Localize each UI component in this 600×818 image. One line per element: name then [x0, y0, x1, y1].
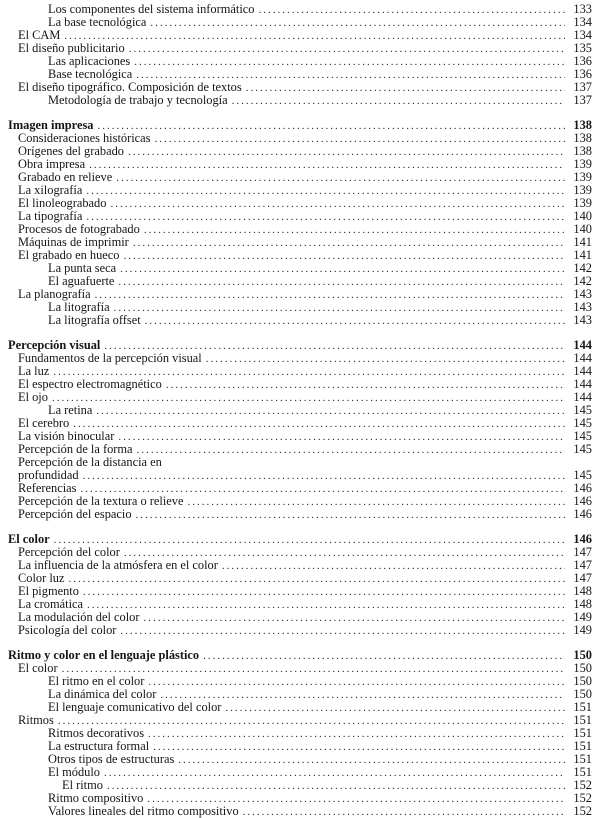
dot-leader — [68, 573, 565, 585]
page-number: 145 — [573, 417, 592, 430]
page-number: 139 — [573, 184, 592, 197]
toc-entry — [8, 145, 592, 158]
toc-entry — [8, 132, 592, 145]
toc-entry — [8, 585, 592, 598]
toc-entry — [8, 495, 592, 508]
dot-leader — [62, 663, 565, 675]
page-number: 138 — [573, 119, 592, 132]
entry-label: Referencias — [18, 482, 77, 495]
toc-entry — [8, 572, 592, 585]
toc-entry — [8, 171, 592, 184]
entry-label: El cerebro — [18, 417, 70, 430]
toc-entry — [8, 404, 592, 417]
dot-leader — [150, 17, 565, 29]
entry-label: La luz — [18, 365, 50, 378]
entry-label: Base tecnológica — [48, 68, 133, 81]
entry-label: Percepción de la forma — [18, 443, 133, 456]
toc-entry — [8, 624, 592, 637]
dot-leader — [246, 82, 565, 94]
entry-label: El ritmo — [62, 779, 103, 792]
entry-label: El lenguaje comunicativo del color — [48, 701, 222, 714]
entry-label: La influencia de la atmósfera en el color — [18, 559, 218, 572]
dot-leader — [53, 366, 565, 378]
entry-label: Consideraciones históricas — [18, 132, 151, 145]
toc-entry — [8, 662, 592, 675]
entry-label: Máquinas de imprimir — [18, 236, 129, 249]
entry-label: La litografía — [48, 301, 110, 314]
dot-leader — [86, 211, 565, 223]
toc-entry — [8, 68, 592, 81]
page-number: 146 — [573, 482, 592, 495]
toc-section — [8, 339, 592, 521]
dot-leader — [124, 250, 566, 262]
entry-label: Las aplicaciones — [48, 55, 131, 68]
dot-leader — [97, 120, 565, 132]
page-number: 142 — [573, 262, 592, 275]
dot-leader — [128, 146, 565, 158]
toc-entry — [8, 482, 592, 495]
entry-label: El módulo — [48, 766, 100, 779]
page-number: 145 — [573, 443, 592, 456]
dot-leader — [83, 470, 565, 482]
page-number: 152 — [573, 792, 592, 805]
toc-entry — [8, 314, 592, 327]
dot-leader — [187, 496, 565, 508]
toc-page — [8, 3, 592, 818]
entry-label: Grabado en relieve — [18, 171, 113, 184]
entry-label: La base tecnológica — [48, 16, 147, 29]
dot-leader — [136, 509, 565, 521]
entry-label: El ritmo en el color — [48, 675, 145, 688]
toc-entry — [8, 417, 592, 430]
entry-label: La tipografía — [18, 210, 83, 223]
dot-leader — [124, 547, 565, 559]
page-number: 138 — [573, 145, 592, 158]
page-number: 150 — [573, 675, 592, 688]
entry-label: El diseño publicitario — [18, 42, 125, 55]
entry-label: Otros tipos de estructuras — [48, 753, 175, 766]
dot-leader — [206, 353, 565, 365]
page-number: 134 — [573, 16, 592, 29]
toc-entry — [8, 29, 592, 42]
entry-label: Orígenes del grabado — [18, 145, 124, 158]
dot-leader — [95, 289, 565, 301]
toc-entry — [8, 727, 592, 740]
dot-leader — [107, 780, 565, 792]
entry-label: Percepción del color — [18, 546, 120, 559]
dot-leader — [114, 302, 565, 314]
page-number: 141 — [573, 249, 592, 262]
dot-leader — [120, 263, 565, 275]
entry-label: El color — [18, 662, 58, 675]
toc-entry — [8, 701, 592, 714]
page-number: 139 — [573, 197, 592, 210]
toc-entry — [8, 378, 592, 391]
entry-label: El ojo — [18, 391, 48, 404]
entry-label: Procesos de fotograbado — [18, 223, 140, 236]
toc-entry — [8, 365, 592, 378]
toc-section — [8, 533, 592, 637]
page-number: 137 — [573, 94, 592, 107]
page-number: 148 — [573, 585, 592, 598]
entry-label: Color luz — [18, 572, 65, 585]
page-number: 135 — [573, 42, 592, 55]
toc-entry — [8, 288, 592, 301]
toc-entry — [8, 688, 592, 701]
toc-entry — [8, 753, 592, 766]
entry-label: El diseño tipográfico. Composición de textos — [18, 81, 242, 94]
toc-section — [8, 119, 592, 327]
toc-entry — [8, 456, 592, 469]
dot-leader — [153, 741, 565, 753]
page-number: 144 — [573, 365, 592, 378]
page-number: 143 — [573, 301, 592, 314]
toc-entry — [8, 16, 592, 29]
entry-label: La litografía offset — [48, 314, 141, 327]
page-number: 149 — [573, 624, 592, 637]
toc-entry — [8, 339, 592, 352]
entry-label: Percepción del espacio — [18, 508, 132, 521]
page-number: 140 — [573, 210, 592, 223]
entry-label: La retina — [48, 404, 93, 417]
dot-leader — [129, 43, 565, 55]
toc-entry — [8, 443, 592, 456]
toc-entry — [8, 508, 592, 521]
toc-entry — [8, 55, 592, 68]
dot-leader — [104, 340, 565, 352]
page-number: 151 — [573, 714, 592, 727]
toc-entry — [8, 236, 592, 249]
page-number: 151 — [573, 727, 592, 740]
toc-entry — [8, 42, 592, 55]
page-number: 144 — [573, 339, 592, 352]
dot-leader — [80, 483, 565, 495]
entry-label: Ritmo compositivo — [48, 792, 144, 805]
entry-label: La cromática — [18, 598, 84, 611]
page-number: 144 — [573, 391, 592, 404]
toc-entry — [8, 158, 592, 171]
page-number: 145 — [573, 430, 592, 443]
entry-label: Ritmos — [18, 714, 54, 727]
entry-label: La dinámica del color — [48, 688, 157, 701]
dot-leader — [145, 315, 565, 327]
dot-leader — [203, 650, 565, 662]
page-number: 146 — [573, 533, 592, 546]
page-number: 136 — [573, 68, 592, 81]
entry-label: La modulación del color — [18, 611, 140, 624]
dot-leader — [160, 689, 565, 701]
page-number: 139 — [573, 171, 592, 184]
dot-leader — [143, 612, 565, 624]
entry-label: La estructura formal — [48, 740, 150, 753]
page-number: 143 — [573, 314, 592, 327]
dot-leader — [148, 728, 565, 740]
page-number: 151 — [573, 753, 592, 766]
toc-entry — [8, 249, 592, 262]
entry-label: Percepción visual — [8, 339, 101, 352]
toc-entry — [8, 210, 592, 223]
entry-label: Ritmo y color en el lenguaje plástico — [8, 649, 200, 662]
dot-leader — [225, 702, 565, 714]
page-number: 147 — [573, 546, 592, 559]
entry-label: Percepción de la distancia en — [18, 456, 162, 469]
entry-label: Valores lineales del ritmo compositivo — [48, 805, 239, 818]
page-number: 147 — [573, 572, 592, 585]
page-number: 152 — [573, 805, 592, 818]
toc-entry — [8, 546, 592, 559]
page-number: 136 — [573, 55, 592, 68]
dot-leader — [166, 379, 565, 391]
entry-label: La visión binocular — [18, 430, 115, 443]
page-number: 152 — [573, 779, 592, 792]
toc-entry — [8, 3, 592, 16]
entry-label: El espectro electromagnético — [18, 378, 162, 391]
dot-leader — [144, 224, 565, 236]
toc-entry — [8, 792, 592, 805]
page-number: 134 — [573, 29, 592, 42]
page-number: 145 — [573, 404, 592, 417]
page-number: 150 — [573, 662, 592, 675]
page-number: 141 — [573, 236, 592, 249]
dot-leader — [147, 793, 565, 805]
toc-entry — [8, 275, 592, 288]
page-number: 142 — [573, 275, 592, 288]
toc-entry — [8, 430, 592, 443]
dot-leader — [89, 159, 565, 171]
toc-entry — [8, 119, 592, 132]
page-number: 140 — [573, 223, 592, 236]
toc-entry — [8, 740, 592, 753]
toc-entry — [8, 223, 592, 236]
page-number: 137 — [573, 81, 592, 94]
page-number: 144 — [573, 378, 592, 391]
dot-leader — [178, 754, 565, 766]
dot-leader — [118, 276, 565, 288]
toc-section — [8, 3, 592, 107]
dot-leader — [120, 625, 565, 637]
dot-leader — [136, 69, 565, 81]
toc-entry — [8, 262, 592, 275]
toc-entry — [8, 766, 592, 779]
page-number: 151 — [573, 766, 592, 779]
dot-leader — [73, 418, 565, 430]
dot-leader — [148, 676, 565, 688]
dot-leader — [104, 767, 565, 779]
page-number: 144 — [573, 352, 592, 365]
dot-leader — [58, 715, 565, 727]
entry-label: Fundamentos de la percepción visual — [18, 352, 202, 365]
page-number: 139 — [573, 158, 592, 171]
dot-leader — [87, 599, 565, 611]
dot-leader — [133, 237, 565, 249]
dot-leader — [243, 806, 565, 818]
entry-label: Percepción de la textura o relieve — [18, 495, 184, 508]
dot-leader — [222, 560, 565, 572]
entry-label: Metodología de trabajo y tecnología — [48, 94, 228, 107]
page-number: 133 — [573, 3, 592, 16]
toc-entry — [8, 598, 592, 611]
dot-leader — [232, 95, 565, 107]
toc-entry — [8, 391, 592, 404]
page-number: 150 — [573, 688, 592, 701]
toc-entry — [8, 469, 592, 482]
entry-label: Obra impresa — [18, 158, 86, 171]
dot-leader — [54, 534, 565, 546]
dot-leader — [118, 431, 565, 443]
page-number: 146 — [573, 495, 592, 508]
page-number: 151 — [573, 701, 592, 714]
toc-entry — [8, 197, 592, 210]
toc-entry — [8, 611, 592, 624]
entry-label: El color — [8, 533, 50, 546]
dot-leader — [134, 56, 565, 68]
toc-entry — [8, 559, 592, 572]
dot-leader — [64, 30, 565, 42]
entry-label: El pigmento — [18, 585, 79, 598]
page-number: 143 — [573, 288, 592, 301]
page-number: 147 — [573, 559, 592, 572]
toc-entry — [8, 184, 592, 197]
entry-label: El grabado en hueco — [18, 249, 120, 262]
page-number: 148 — [573, 598, 592, 611]
toc-entry — [8, 533, 592, 546]
dot-leader — [96, 405, 565, 417]
dot-leader — [154, 133, 565, 145]
entry-label: Imagen impresa — [8, 119, 94, 132]
entry-label: La planografía — [18, 288, 91, 301]
dot-leader — [83, 586, 565, 598]
dot-leader — [110, 198, 565, 210]
page-number: 151 — [573, 740, 592, 753]
toc-section — [8, 649, 592, 818]
entry-label: Los componentes del sistema informático — [48, 3, 255, 16]
page-number: 145 — [573, 469, 592, 482]
page-number: 149 — [573, 611, 592, 624]
toc-entry — [8, 81, 592, 94]
entry-label: El CAM — [18, 29, 61, 42]
entry-label: El aguafuerte — [48, 275, 115, 288]
toc-entry — [8, 675, 592, 688]
page-number: 150 — [573, 649, 592, 662]
page-number: 146 — [573, 508, 592, 521]
dot-leader — [137, 444, 565, 456]
dot-leader — [258, 4, 565, 16]
toc-entry — [8, 352, 592, 365]
dot-leader — [52, 392, 565, 404]
dot-leader — [116, 172, 565, 184]
entry-label: La punta seca — [48, 262, 117, 275]
toc-entry — [8, 301, 592, 314]
entry-label: Psicología del color — [18, 624, 117, 637]
dot-leader — [86, 185, 565, 197]
toc-entry — [8, 714, 592, 727]
entry-label: El linoleograbado — [18, 197, 107, 210]
toc-entry — [8, 649, 592, 662]
entry-label: profundidad — [18, 469, 79, 482]
entry-label: La xilografía — [18, 184, 83, 197]
toc-entry — [8, 779, 592, 792]
toc-entry — [8, 94, 592, 107]
page-number: 138 — [573, 132, 592, 145]
entry-label: Ritmos decorativos — [48, 727, 145, 740]
